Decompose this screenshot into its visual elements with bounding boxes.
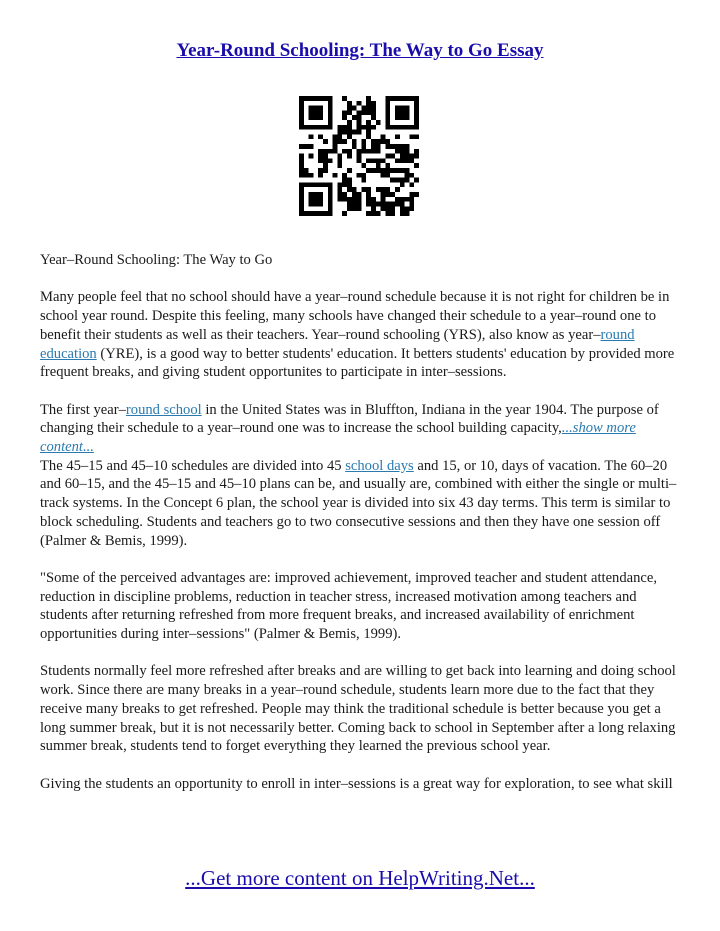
show-more-link[interactable]: ...show more content... <box>40 420 636 455</box>
title-link[interactable]: Year-Round Schooling: The Way to Go Essay <box>176 40 544 61</box>
qr-code-icon <box>299 96 419 216</box>
link-school-days[interactable]: school days <box>345 457 414 474</box>
essay-body <box>40 251 685 812</box>
paragraph-4: Students normally feel more refreshed after breaks and are willing to get back into learning and doing school work. Since there are many breaks in a year–round schedule, students learn more due to the fact that they receive many breaks to get refreshed. People may think the traditional schedule is better because you get a long summer break, but it is not necessarily better. Coming back to school in September after a long relaxing summer break, students tend to forget everything they learned the previous school year. <box>40 663 676 755</box>
link-round-education[interactable]: round education <box>40 326 635 362</box>
footer <box>0 866 720 891</box>
paragraph-2: The first year–round school in the United States was in Bluffton, Indiana in the year 1904. The purpose of changing their schedule to a year–round one was to increase the school building capacity,...show more content... The 45–15 and 45–10 schedules are divided into 45 school days and 15, or 10, days of vacation. The 60–20 and 60–15, and the 45–15 and 45–10 plans can be, and usually are, combined with either the single or multi–track systems. In the Concept 6 plan, the school year is divided into six 43 day terms. This term is similar to block scheduling. Students and teachers go to two consecutive sessions and then they have one session off (Palmer & Bemis, 1999). <box>40 401 677 549</box>
link-round-school[interactable]: round school <box>125 401 202 418</box>
page-title <box>0 40 720 62</box>
paragraph-5: Giving the students an opportunity to enroll in inter–sessions is a great way for exploration, to see what skill <box>40 775 673 792</box>
paragraph-1: Many people feel that no school should have a year–round schedule because it is not right for children be in school year round. Despite this feeling, many schools have changed their schedule to a year–round one to benefit their students as well as their teachers. Year–round schooling (YRS), also know as year–round education (YRE), is a good way to better students' education. It betters students' education by provided more frequent breaks, and giving student opportunites to participate in inter–sessions. <box>40 289 675 381</box>
paragraph-3: "Some of the perceived advantages are: improved achievement, improved teacher and student attendance, reduction in discipline problems, reduction in teacher stress, increased motivation among teachers and students after returning refreshed from more frequent breaks, and increased availability of enrichment opportunities during inter–sessions" (Palmer & Bemis, 1999). <box>40 569 658 643</box>
essay-subtitle: Year–Round Schooling: The Way to Go <box>40 252 273 268</box>
get-more-content-link[interactable]: ...Get more content on HelpWriting.Net... <box>185 866 535 890</box>
